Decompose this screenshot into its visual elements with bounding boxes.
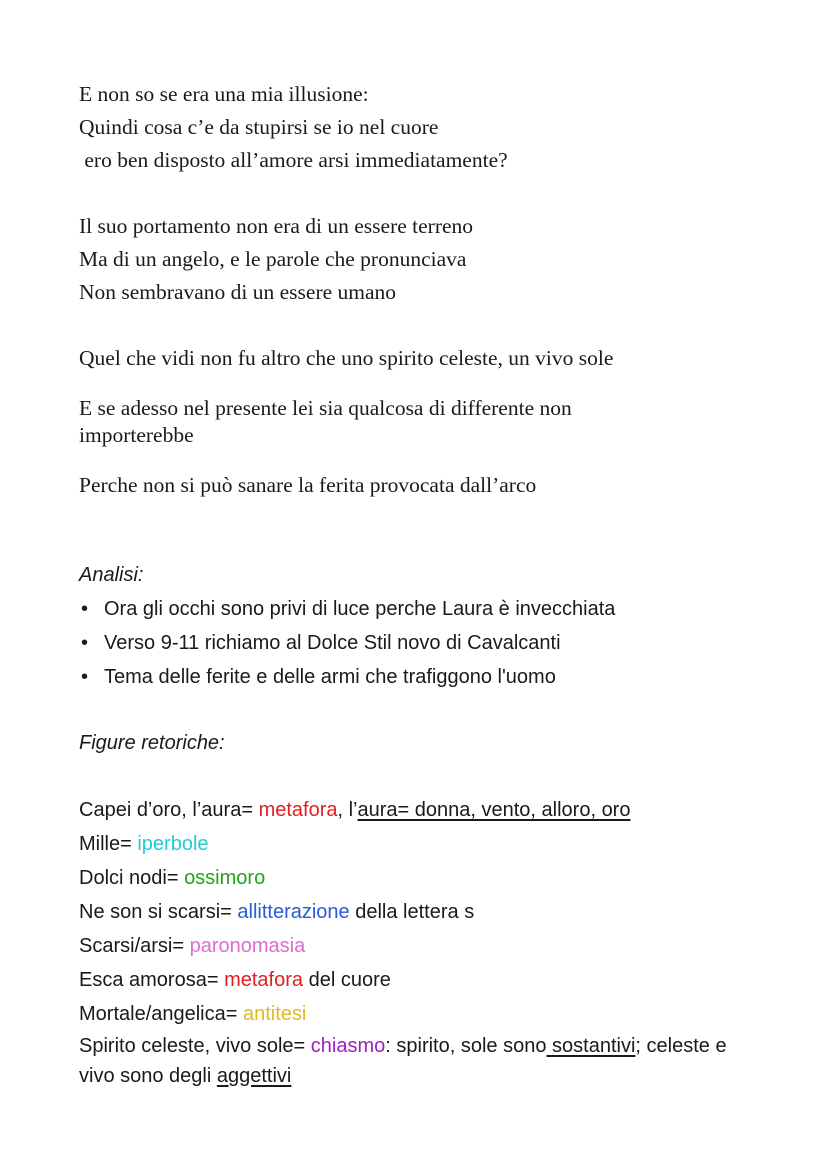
poem-line: ero ben disposto all’amore arsi immediatamente? bbox=[79, 148, 508, 172]
poem-line: Perche non si può sanare la ferita provocata dall’arco bbox=[79, 473, 537, 497]
figures-heading: Figure retoriche: bbox=[79, 732, 225, 754]
figure-line bbox=[79, 963, 759, 997]
figure-term: metafora bbox=[258, 799, 338, 821]
analysis-list bbox=[79, 592, 759, 694]
figure-text: del cuore bbox=[303, 969, 391, 991]
figure-underlined: aggettivi bbox=[216, 1065, 292, 1087]
figure-term: antitesi bbox=[242, 1003, 307, 1025]
document-page bbox=[79, 78, 759, 1091]
figure-text: Mille= bbox=[79, 833, 138, 855]
figures-section bbox=[79, 726, 759, 1091]
poem-paraphrase bbox=[79, 78, 759, 502]
bullet-icon: • bbox=[81, 632, 89, 654]
figure-underlined: aura= donna, vento, alloro, oro bbox=[357, 799, 631, 821]
figure-line bbox=[79, 793, 759, 827]
poem-line: E se adesso nel presente lei sia qualcosa di differente non importerebbe bbox=[79, 396, 572, 447]
figure-text: Esca amorosa= bbox=[79, 969, 225, 991]
analysis-heading: Analisi: bbox=[79, 564, 144, 586]
figure-text: , l’ bbox=[337, 799, 358, 821]
figure-text: Scarsi/arsi= bbox=[79, 935, 190, 957]
figure-text: Ne son si scarsi= bbox=[79, 901, 238, 923]
stanza-3 bbox=[79, 342, 759, 375]
list-item bbox=[79, 626, 759, 660]
poem-line: Non sembravano di un essere umano bbox=[79, 280, 397, 304]
figure-text: Capei d’oro, l’aura= bbox=[79, 799, 259, 821]
poem-line: Ma di un angelo, e le parole che pronunciava bbox=[79, 247, 467, 271]
bullet-icon: • bbox=[81, 666, 89, 688]
figure-line bbox=[79, 1031, 759, 1091]
figure-term: allitterazione bbox=[237, 901, 350, 923]
figure-line bbox=[79, 997, 759, 1031]
figure-text: della lettera s bbox=[349, 901, 475, 923]
figure-text: Dolci nodi= bbox=[79, 867, 185, 889]
figure-text: : spirito, sole sono bbox=[385, 1035, 547, 1057]
list-item-text: Verso 9-11 richiamo al Dolce Stil novo di Cavalcanti bbox=[104, 632, 561, 654]
poem-line: E non so se era una mia illusione: bbox=[79, 82, 369, 106]
figure-text: Spirito celeste, vivo sole= bbox=[79, 1035, 311, 1057]
bullet-icon: • bbox=[81, 598, 89, 620]
figure-underlined: sostantivi bbox=[546, 1035, 636, 1057]
figure-term: ossimoro bbox=[184, 867, 266, 889]
figure-term: metafora bbox=[224, 969, 304, 991]
stanza-4 bbox=[79, 395, 669, 449]
stanza-5 bbox=[79, 469, 759, 502]
analysis-section bbox=[79, 558, 759, 694]
stanza-1 bbox=[79, 78, 759, 177]
figure-line bbox=[79, 895, 759, 929]
poem-line: Il suo portamento non era di un essere terreno bbox=[79, 214, 474, 238]
figure-term: paronomasia bbox=[189, 935, 306, 957]
list-item bbox=[79, 592, 759, 626]
poem-line: Quel che vidi non fu altro che uno spirito celeste, un vivo sole bbox=[79, 346, 614, 370]
figure-line bbox=[79, 827, 759, 861]
stanza-2 bbox=[79, 210, 759, 309]
figure-term: chiasmo bbox=[310, 1035, 386, 1057]
list-item-text: Ora gli occhi sono privi di luce perche Laura è invecchiata bbox=[104, 598, 616, 620]
figure-text: Mortale/angelica= bbox=[79, 1003, 243, 1025]
list-item-text: Tema delle ferite e delle armi che trafiggono l'uomo bbox=[104, 666, 556, 688]
figure-text: ; celeste e vivo sono degli bbox=[79, 1035, 727, 1087]
figure-term: iperbole bbox=[137, 833, 209, 855]
poem-line: Quindi cosa c’e da stupirsi se io nel cuore bbox=[79, 115, 439, 139]
list-item bbox=[79, 660, 759, 694]
figure-line bbox=[79, 929, 759, 963]
figure-line bbox=[79, 861, 759, 895]
